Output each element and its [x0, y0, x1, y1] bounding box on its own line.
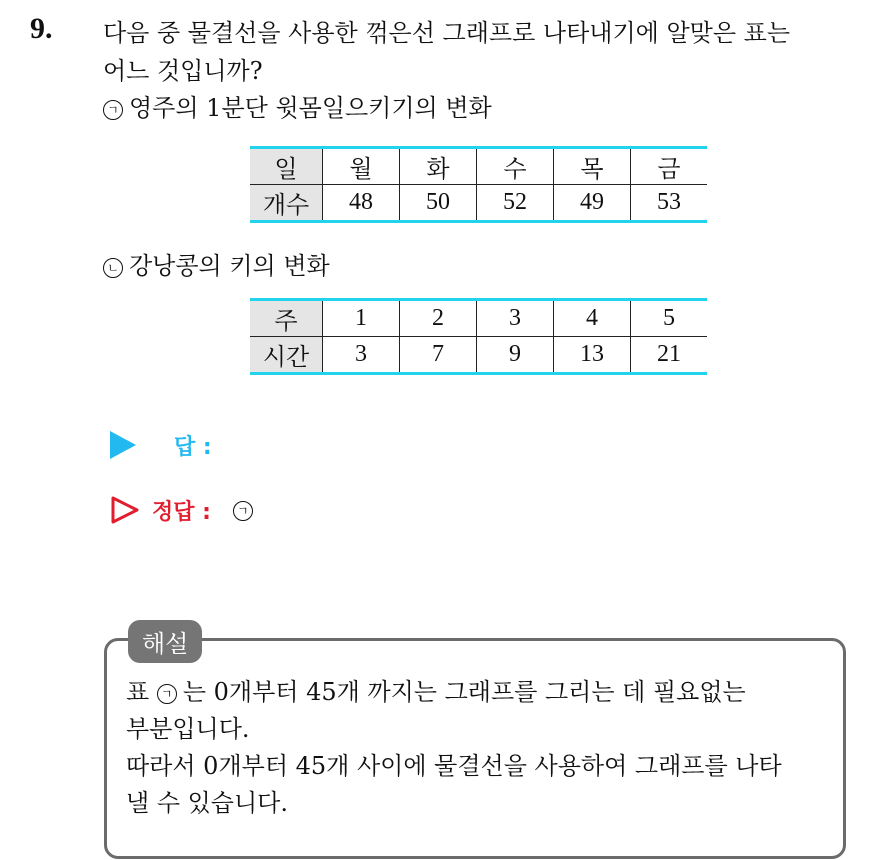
table-row [250, 148, 707, 185]
table-cell: 시간 [250, 337, 323, 374]
table-cell: 월 [323, 148, 400, 185]
table-cell: 7 [400, 337, 477, 374]
table-cell: 일 [250, 148, 323, 185]
table-cell: 목 [554, 148, 631, 185]
table-row [250, 300, 707, 337]
circled-giyeok-icon: ㄱ [233, 501, 253, 521]
circled-nieun-icon: ㄴ [103, 258, 123, 278]
explanation-line-4: 낼 수 있습니다. [126, 789, 288, 817]
explanation-text [126, 674, 831, 822]
table-cell: 1 [323, 300, 400, 337]
circled-giyeok-icon: ㄱ [103, 100, 123, 120]
question-number: 9. [30, 12, 53, 45]
option-1-title [103, 88, 492, 123]
circled-giyeok-icon: ㄱ [157, 684, 177, 704]
bean-height-table [250, 298, 707, 375]
table-cell: 21 [631, 337, 708, 374]
correct-answer-value [233, 498, 259, 522]
table-cell: 4 [554, 300, 631, 337]
table-cell: 53 [631, 185, 708, 222]
correct-answer-row [110, 490, 259, 530]
table-cell: 수 [477, 148, 554, 185]
option-1-title-text: 영주의 1분단 윗몸일으키기의 변화 [129, 94, 492, 122]
table-cell: 49 [554, 185, 631, 222]
table-cell: 금 [631, 148, 708, 185]
question-line-2: 어느 것입니까? [103, 57, 263, 85]
outline-triangle-icon [110, 495, 140, 525]
table-cell: 2 [400, 300, 477, 337]
table-cell: 13 [554, 337, 631, 374]
table-cell: 3 [477, 300, 554, 337]
explanation-line-1-post: 는 0개부터 45개 까지는 그래프를 그리는 데 필요없는 [182, 678, 746, 706]
table-cell: 5 [631, 300, 708, 337]
explanation-line-3: 따라서 0개부터 45개 사이에 물결선을 사용하여 그래프를 나타 [126, 752, 782, 780]
explanation-line-2: 부분입니다. [126, 715, 250, 743]
explanation-line-1-pre: 표 [126, 678, 150, 706]
table-cell: 9 [477, 337, 554, 374]
answer-label: 답 : [174, 434, 212, 460]
table-row [250, 337, 707, 374]
option-2-title-text: 강낭콩의 키의 변화 [129, 252, 330, 280]
table-cell: 50 [400, 185, 477, 222]
option-2-title [103, 246, 330, 281]
table-cell: 3 [323, 337, 400, 374]
table-cell: 화 [400, 148, 477, 185]
answer-row [110, 425, 212, 465]
explanation-line-1 [126, 674, 831, 711]
table-cell: 52 [477, 185, 554, 222]
play-triangle-icon [110, 431, 136, 459]
situp-table [250, 146, 707, 223]
table-cell: 주 [250, 300, 323, 337]
explanation-tag: 해설 [128, 620, 202, 663]
table-cell: 개수 [250, 185, 323, 222]
table-row [250, 185, 707, 222]
question-line-1: 다음 중 물결선을 사용한 꺾은선 그래프로 나타내기에 알맞은 표는 [103, 19, 790, 47]
table-cell: 48 [323, 185, 400, 222]
correct-answer-label: 정답 : [152, 499, 211, 525]
question-text [103, 14, 873, 90]
